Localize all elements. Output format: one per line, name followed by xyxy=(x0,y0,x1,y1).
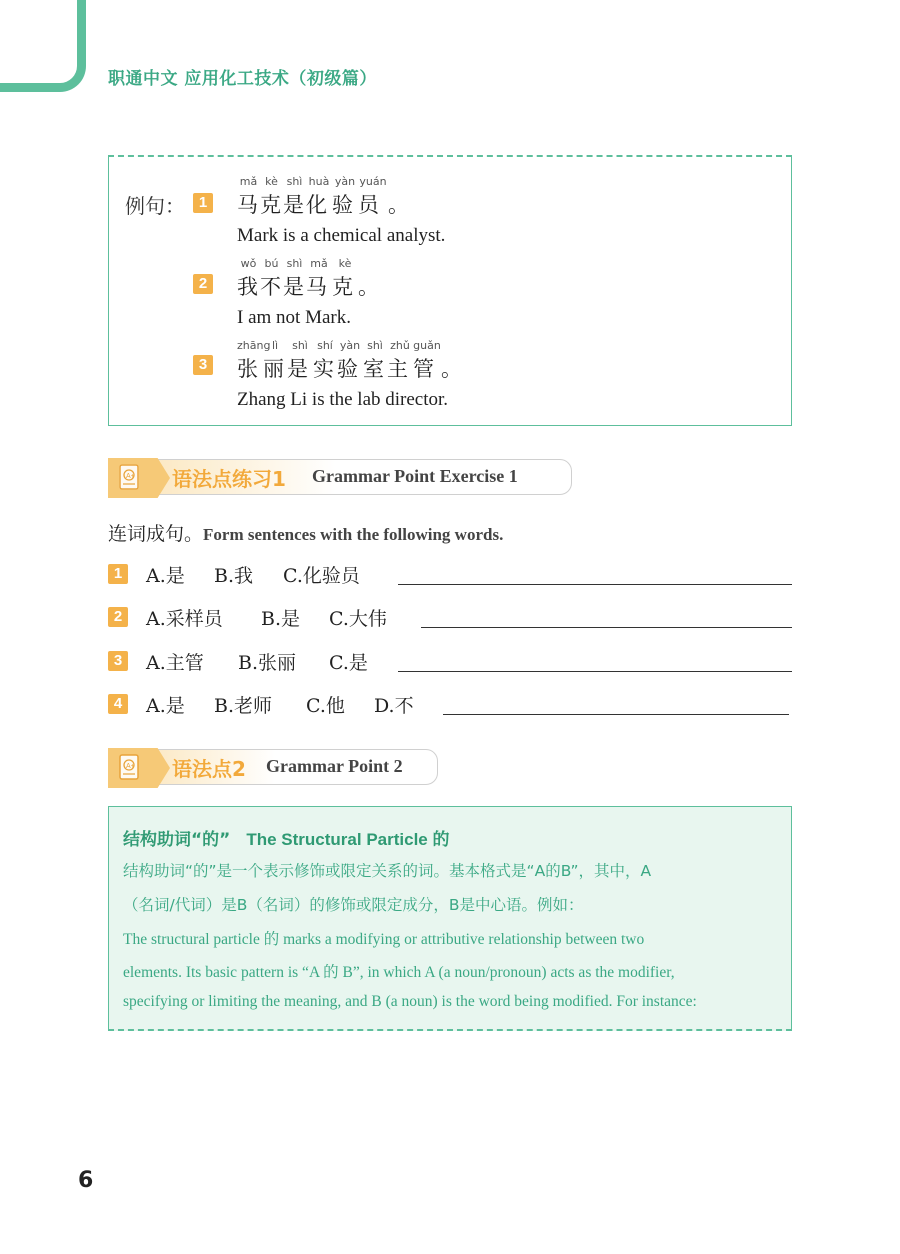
answer-blank[interactable] xyxy=(398,584,792,585)
hanzi: 员 xyxy=(358,193,379,217)
exercise-row-2 xyxy=(108,604,792,630)
hanzi: 管 xyxy=(413,357,434,381)
book-title: 职通中文 应用化工技术（初级篇） xyxy=(108,69,377,89)
pinyin: mǎ xyxy=(239,175,258,188)
pinyin-row xyxy=(237,339,441,353)
hanzi: 化 xyxy=(306,193,327,217)
hanzi: 克 xyxy=(332,275,353,299)
corner-decoration xyxy=(0,0,86,92)
grammar-title xyxy=(123,825,449,850)
pinyin: kè xyxy=(338,257,352,270)
worksheet-icon xyxy=(118,753,142,783)
hanzi: 实 xyxy=(313,357,334,381)
number-badge: 3 xyxy=(108,651,128,671)
number-badge: 1 xyxy=(193,193,213,213)
pinyin-row xyxy=(237,175,388,189)
page-number: 6 xyxy=(78,1168,94,1193)
exercise-row-1 xyxy=(108,561,792,587)
hanzi: 我 xyxy=(237,275,258,299)
section-title-en: Grammar Point Exercise 1 xyxy=(312,466,518,486)
option: C.大伟 xyxy=(329,608,387,630)
exercise-row-3 xyxy=(108,648,792,674)
section-title-cn: 语法点2 xyxy=(172,757,246,781)
hanzi: 马 xyxy=(306,275,327,299)
english-translation: I am not Mark. xyxy=(237,307,351,328)
pinyin: guǎn xyxy=(413,339,441,352)
answer-blank[interactable] xyxy=(443,714,789,715)
svg-text:A+: A+ xyxy=(126,473,135,480)
hanzi-row xyxy=(237,271,379,301)
pinyin-row xyxy=(237,257,358,271)
option: B.老师 xyxy=(214,695,273,717)
hanzi: 克 xyxy=(260,193,281,217)
grammar-desc-en-line: specifying or limiting the meaning, and B (a noun) is the word being modified. For instance: xyxy=(123,993,697,1010)
pinyin: huà xyxy=(308,175,330,188)
grammar-explanation-box xyxy=(108,806,792,1031)
section-title-cn: 语法点练习1 xyxy=(172,467,286,491)
hanzi: 主 xyxy=(387,357,408,381)
pinyin: yàn xyxy=(339,339,361,352)
number-badge: 3 xyxy=(193,355,213,375)
hanzi: 不 xyxy=(260,275,281,299)
pinyin: yuán xyxy=(359,175,387,188)
grammar-desc-en-line: The structural particle 的 marks a modifying or attributive relationship between two xyxy=(123,931,645,948)
option: D.不 xyxy=(374,695,414,717)
pinyin: mǎ xyxy=(310,257,328,270)
option: B.我 xyxy=(214,565,254,587)
example-label: 例句： xyxy=(125,194,185,218)
instruction xyxy=(108,519,503,546)
option: A.是 xyxy=(146,695,185,717)
option: C.他 xyxy=(306,695,345,717)
hanzi-row xyxy=(237,353,462,383)
answer-blank[interactable] xyxy=(421,627,792,628)
pinyin: shí xyxy=(317,339,333,352)
grammar-desc-cn-line: 结构助词“的”是一个表示修饰或限定关系的词。基本格式是“A的B”，其中，A xyxy=(123,862,652,880)
grammar-title-en: The Structural Particle 的 xyxy=(246,830,450,849)
punctuation: 。 xyxy=(358,275,379,299)
hanzi: 室 xyxy=(363,357,384,381)
pinyin: zhāng xyxy=(237,339,271,352)
pinyin: shì xyxy=(286,175,303,188)
option: C.化验员 xyxy=(283,565,360,587)
pinyin: shì xyxy=(367,339,383,352)
punctuation: 。 xyxy=(441,357,462,381)
section-title-en: Grammar Point 2 xyxy=(266,756,403,776)
number-badge: 4 xyxy=(108,694,128,714)
option: B.是 xyxy=(261,608,301,630)
option: A.采样员 xyxy=(146,608,223,630)
hanzi: 是 xyxy=(283,193,304,217)
option: B.张丽 xyxy=(238,652,297,674)
pinyin: bú xyxy=(264,257,279,270)
instruction-en: Form sentences with the following words. xyxy=(203,525,504,544)
hanzi: 张 xyxy=(237,357,258,381)
example-sentences-box xyxy=(108,155,792,426)
exercise-section-banner xyxy=(108,458,572,498)
number-badge: 2 xyxy=(108,607,128,627)
grammar-title-cn: 结构助词“的” xyxy=(123,830,231,850)
english-translation: Zhang Li is the lab director. xyxy=(237,389,449,410)
pinyin: yàn xyxy=(334,175,356,188)
option: A.主管 xyxy=(146,652,204,674)
hanzi: 马 xyxy=(237,193,258,217)
hanzi-row xyxy=(237,189,409,219)
hanzi: 验 xyxy=(337,357,358,381)
pinyin: zhǔ xyxy=(390,339,410,352)
exercise-row-4 xyxy=(108,691,792,717)
option: A.是 xyxy=(146,565,185,587)
worksheet-icon xyxy=(118,463,142,493)
grammar-section-banner xyxy=(108,748,438,788)
number-badge: 2 xyxy=(193,274,213,294)
hanzi: 是 xyxy=(283,275,304,299)
answer-blank[interactable] xyxy=(398,671,792,672)
punctuation: 。 xyxy=(388,193,409,217)
pinyin: kè xyxy=(265,175,278,188)
hanzi: 是 xyxy=(287,357,308,381)
grammar-desc-en-line: elements. Its basic pattern is “A 的 B”, in which A (a noun/pronoun) acts as the modifier, xyxy=(123,964,675,981)
pinyin: shì xyxy=(286,257,303,270)
number-badge: 1 xyxy=(108,564,128,584)
option: C.是 xyxy=(329,652,368,674)
english-translation: Mark is a chemical analyst. xyxy=(237,225,446,246)
grammar-desc-cn-line: （名词/代词）是B（名词）的修饰或限定成分，B是中心语。例如： xyxy=(123,896,584,914)
svg-text:A+: A+ xyxy=(126,763,135,770)
instruction-cn: 连词成句。 xyxy=(108,523,204,545)
pinyin: wǒ xyxy=(240,257,257,270)
hanzi: 丽 xyxy=(263,357,284,381)
pinyin: lì xyxy=(271,339,279,352)
hanzi: 验 xyxy=(332,193,353,217)
pinyin: shì xyxy=(292,339,308,352)
